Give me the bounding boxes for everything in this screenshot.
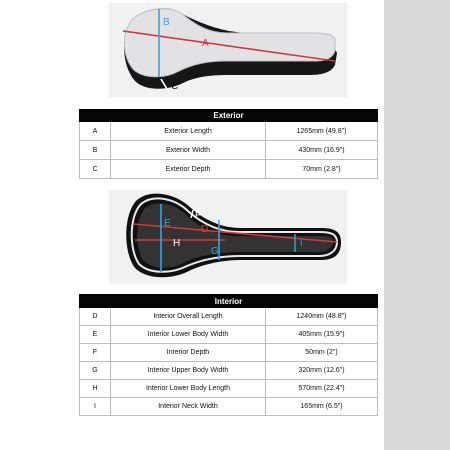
dimension-code: B bbox=[80, 141, 111, 160]
dimension-value: 320mm (12.6") bbox=[266, 362, 378, 380]
dimension-code: E bbox=[80, 326, 111, 344]
interior-case-figure bbox=[109, 190, 347, 284]
dimension-code: G bbox=[80, 362, 111, 380]
dimension-code: C bbox=[80, 160, 111, 179]
dimension-name: Exterior Length bbox=[111, 122, 266, 141]
dimension-code: D bbox=[80, 308, 111, 326]
dimension-value: 405mm (15.9") bbox=[266, 326, 378, 344]
dimension-name: Interior Depth bbox=[111, 344, 266, 362]
dimension-value: 1240mm (48.8") bbox=[266, 308, 378, 326]
dimension-code: I bbox=[80, 398, 111, 416]
table-row bbox=[80, 308, 378, 326]
dimension-value: 1265mm (49.8") bbox=[266, 122, 378, 141]
dimension-name: Interior Lower Body Length bbox=[111, 380, 266, 398]
table-row bbox=[80, 380, 378, 398]
interior-table bbox=[79, 294, 378, 416]
label-c: C bbox=[171, 81, 179, 92]
dimension-code: A bbox=[80, 122, 111, 141]
dimension-value: 70mm (2.8") bbox=[266, 160, 378, 179]
label-e: E bbox=[164, 218, 171, 229]
dimension-value: 165mm (6.5") bbox=[266, 398, 378, 416]
table-row bbox=[80, 160, 378, 179]
right-gray-panel bbox=[384, 0, 450, 450]
label-g: G bbox=[211, 246, 219, 257]
table-row bbox=[80, 344, 378, 362]
dimension-name: Interior Upper Body Width bbox=[111, 362, 266, 380]
dimension-value: 430mm (16.9") bbox=[266, 141, 378, 160]
table-row bbox=[80, 398, 378, 416]
label-a: A bbox=[202, 38, 209, 49]
exterior-case-figure bbox=[109, 3, 347, 97]
table-row bbox=[80, 141, 378, 160]
dimension-value: 50mm (2") bbox=[266, 344, 378, 362]
dimension-code: H bbox=[80, 380, 111, 398]
exterior-table bbox=[79, 109, 378, 179]
dimension-value: 570mm (22.4") bbox=[266, 380, 378, 398]
dimension-name: Exterior Depth bbox=[111, 160, 266, 179]
dimension-code: F bbox=[80, 344, 111, 362]
label-f: F bbox=[195, 210, 202, 221]
dimension-name: Exterior Width bbox=[111, 141, 266, 160]
interior-table-title: Interior bbox=[80, 295, 378, 308]
dimension-name: Interior Overall Length bbox=[111, 308, 266, 326]
table-row bbox=[80, 326, 378, 344]
table-row bbox=[80, 122, 378, 141]
table-row bbox=[80, 362, 378, 380]
label-i: I bbox=[300, 238, 303, 248]
dimension-name: Interior Neck Width bbox=[111, 398, 266, 416]
label-b: B bbox=[163, 17, 170, 28]
exterior-table-title: Exterior bbox=[80, 110, 378, 122]
dimension-name: Interior Lower Body Width bbox=[111, 326, 266, 344]
label-h: H bbox=[173, 238, 181, 249]
label-d: D bbox=[201, 224, 209, 235]
